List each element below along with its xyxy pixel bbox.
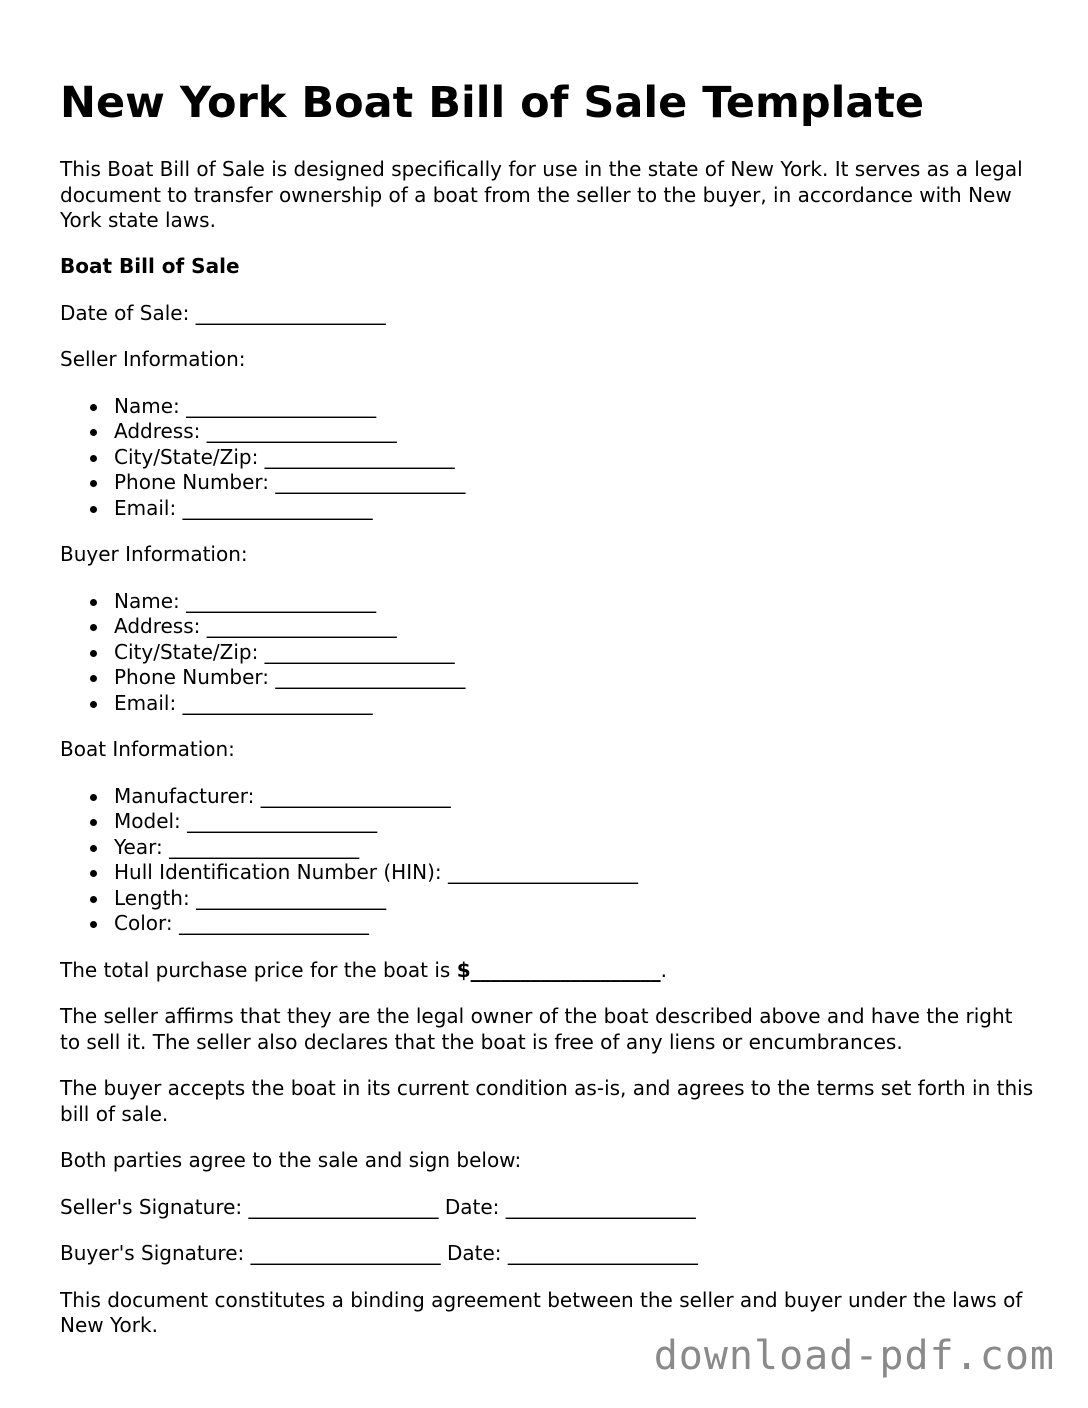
- purchase-price-prefix: The total purchase price for the boat is: [60, 957, 457, 982]
- seller-affirms-paragraph: The seller affirms that they are the legal owner of the boat described above and have the right to sell it. The seller also declares that the boat is free of any liens or encumbrances.: [60, 1004, 1013, 1054]
- seller-phone-field: Phone Number: ___________________: [114, 470, 1035, 496]
- seller-list: [60, 394, 1035, 522]
- seller-name-field: Name: ___________________: [114, 394, 1035, 420]
- boat-year-field: Year: ___________________: [114, 835, 1035, 861]
- boat-heading: Boat Information:: [60, 737, 235, 761]
- seller-signature-line: Seller's Signature: ___________________ Date: ___________________: [60, 1194, 696, 1219]
- purchase-price-suffix: .: [660, 957, 667, 982]
- document-body: [60, 254, 1035, 1360]
- buyer-email-field: Email: ___________________: [114, 691, 1035, 717]
- section-heading: Boat Bill of Sale: [60, 254, 240, 278]
- seller-city-state-zip-field: City/State/Zip: ___________________: [114, 445, 1035, 471]
- buyer-address-field: Address: ___________________: [114, 614, 1035, 640]
- both-agree-paragraph: Both parties agree to the sale and sign below:: [60, 1148, 522, 1172]
- buyer-city-state-zip-field: City/State/Zip: ___________________: [114, 640, 1035, 666]
- buyer-signature-line: Buyer's Signature: ___________________ Date: ___________________: [60, 1241, 698, 1265]
- binding-agreement-paragraph: This document constitutes a binding agreement between the seller and buyer under the laws of New York.: [60, 1287, 1023, 1337]
- boat-color-field: Color: ___________________: [114, 911, 1035, 937]
- buyer-heading: Buyer Information:: [60, 542, 248, 566]
- boat-length-field: Length: ___________________: [114, 886, 1035, 912]
- seller-heading: Seller Information:: [60, 347, 246, 371]
- boat-list: [60, 784, 1035, 937]
- buyer-list: [60, 589, 1035, 717]
- boat-manufacturer-field: Manufacturer: ___________________: [114, 784, 1035, 810]
- page-title: New York Boat Bill of Sale Template: [60, 78, 925, 128]
- boat-hin-field: Hull Identification Number (HIN): ___________________: [114, 860, 1035, 886]
- buyer-accepts-paragraph: The buyer accepts the boat in its current condition as-is, and agrees to the terms set forth in this bill of sale.: [60, 1076, 1034, 1126]
- purchase-price-amount: $___________________: [456, 957, 661, 982]
- date-of-sale-field: Date of Sale: ___________________: [60, 300, 386, 325]
- watermark: download-pdf.com: [653, 1333, 1055, 1379]
- seller-email-field: Email: ___________________: [114, 496, 1035, 522]
- buyer-phone-field: Phone Number: ___________________: [114, 665, 1035, 691]
- purchase-price-line: [60, 958, 1035, 984]
- intro-paragraph: This Boat Bill of Sale is designed specifically for use in the state of New York. It serves as a legal document to transfer ownership of a boat from the seller to the buyer, in accordance with New York state laws.: [60, 157, 1023, 232]
- seller-address-field: Address: ___________________: [114, 419, 1035, 445]
- buyer-name-field: Name: ___________________: [114, 589, 1035, 615]
- boat-model-field: Model: ___________________: [114, 809, 1035, 835]
